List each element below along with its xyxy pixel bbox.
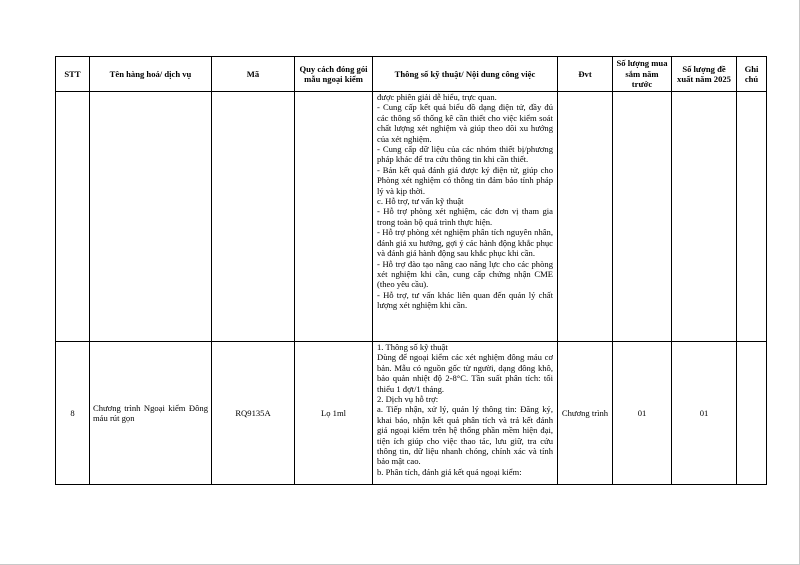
spec-line: - Hỗ trợ, tư vấn khác liên quan đến quản lý chất lượng xét nghiệm khi cần. (377, 289, 553, 311)
table-row (56, 92, 767, 342)
spec-line: - Hỗ trợ đào tạo nâng cao năng lực cho các phòng xét nghiệm khi cần, cung cấp chứng nhận CME (theo yêu cầu). (377, 258, 553, 290)
cell-unit (558, 92, 613, 342)
cell-spec (373, 92, 558, 342)
header-note: Ghi chú (737, 57, 767, 92)
spec-line: - Cung cấp dữ liệu của các nhóm thiết bị/phương pháp khác để tra cứu thông tin khi cần thiết. (377, 144, 553, 165)
cell-note (737, 342, 767, 485)
spec-line: - Bản kết quả đánh giá được ký điện tử, giúp cho Phòng xét nghiệm có thông tin đảm bảo tính pháp lý và kịp thời. (377, 164, 553, 196)
spec-line: - Hỗ trợ phòng xét nghiệm, các đơn vị tham gia trong toàn bộ quá trình thực hiện. (377, 206, 553, 227)
spec-line: b. Phân tích, đánh giá kết quả ngoại kiểm: (377, 466, 522, 477)
header-name: Tên hàng hoá/ dịch vụ (90, 57, 212, 92)
cell-stt: 8 (56, 342, 90, 485)
cell-name: Chương trình Ngoại kiểm Đông máu rút gọn (90, 342, 212, 485)
header-prev-qty: Số lượng mua sắm năm trước (613, 57, 672, 92)
header-spec: Thông số kỹ thuật/ Nội dung công việc (373, 57, 558, 92)
table-row (56, 342, 767, 485)
cell-code (212, 92, 295, 342)
procurement-table (55, 56, 767, 485)
cell-note (737, 92, 767, 342)
cell-stt (56, 92, 90, 342)
cell-unit: Chương trình (558, 342, 613, 485)
cell-packaging (295, 92, 373, 342)
cell-packaging: Lọ 1ml (295, 342, 373, 485)
spec-line: c. Hỗ trợ, tư vấn kỹ thuật (377, 196, 464, 207)
header-proposed-qty: Số lượng đề xuất năm 2025 (672, 57, 737, 92)
spec-line: - Cung cấp kết quả biểu đồ dạng điện tử, đầy đủ các thông số thống kê cần thiết cho việc kiểm soát chất lượng xét nghiệm và giúp theo dõi xu hướng của xét nghiệm. (377, 102, 553, 144)
cell-name (90, 92, 212, 342)
header-packaging: Quy cách đóng gói mẫu ngoại kiểm (295, 57, 373, 92)
cell-prev-qty: 01 (613, 342, 672, 485)
cell-proposed-qty (672, 92, 737, 342)
spec-line: a. Tiếp nhận, xử lý, quản lý thông tin: Đăng ký, khai báo, nhận kết quả phân tích và trả kết đánh giá ngoại kiểm trên hệ thống phần mềm hiện đại, tiện ích giúp cho việc thao tác, lưu giữ, tra cứu thông tin, dữ liệu nhanh chóng, chính xác và tính bảo mật cao. (377, 404, 553, 467)
spec-line: 2. Dịch vụ hỗ trợ: (377, 394, 439, 405)
header-unit: Đvt (558, 57, 613, 92)
cell-spec (373, 342, 558, 485)
cell-code: RQ9135A (212, 342, 295, 485)
header-stt: STT (56, 57, 90, 92)
header-code: Mã (212, 57, 295, 92)
spec-line: - Hỗ trợ phòng xét nghiệm phân tích nguyên nhân, đánh giá xu hướng, gợi ý các hành động khắc phục và đánh giá hành động sau khắc phục khi cần. (377, 227, 553, 259)
cell-proposed-qty: 01 (672, 342, 737, 485)
cell-prev-qty (613, 92, 672, 342)
spec-line: 1. Thông số kỹ thuật (377, 342, 448, 352)
spec-line: Dùng để ngoại kiểm các xét nghiệm đông máu cơ bản. Mẫu có nguồn gốc từ người, dạng đông khô, bảo quản nhiệt độ 2-8°C. Tần suất phân tích: tối thiểu 1 đợt/1 tháng. (377, 352, 553, 394)
spec-line: được phiên giải dễ hiểu, trực quan. (377, 92, 497, 102)
header-row (56, 57, 767, 92)
